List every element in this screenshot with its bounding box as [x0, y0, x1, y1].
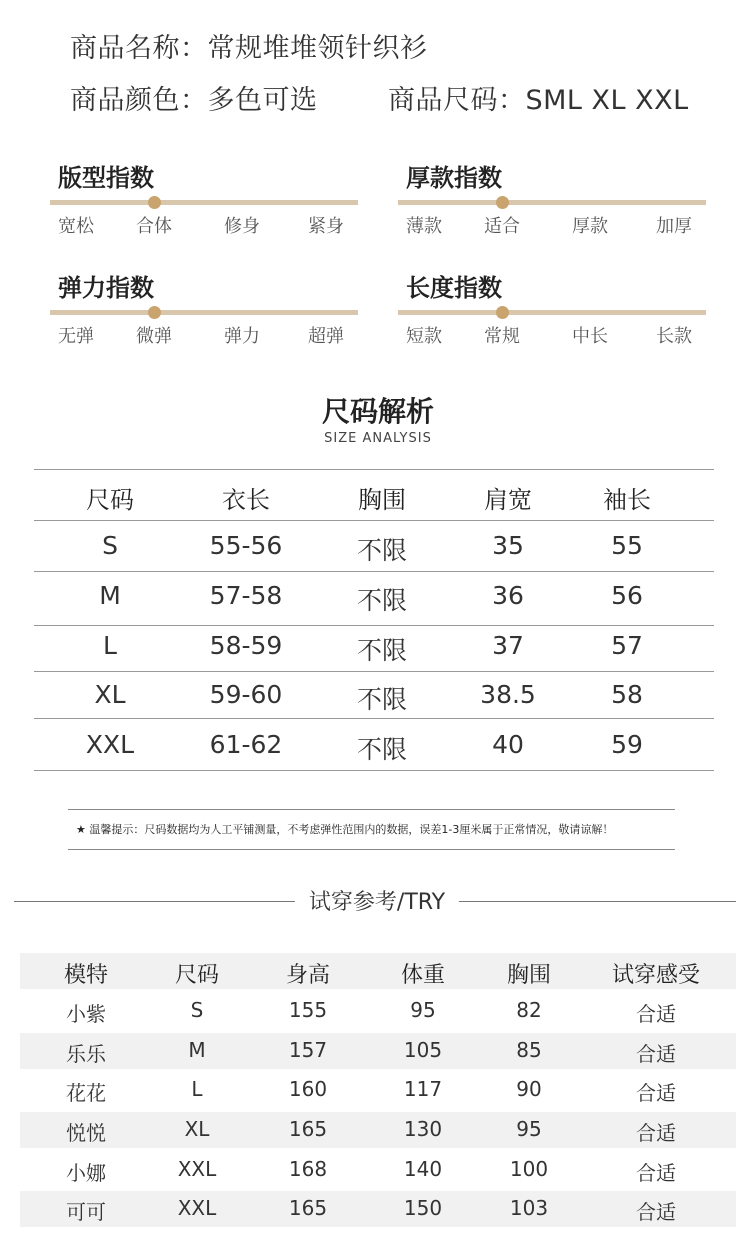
try-table-cell: 合适: [636, 1081, 676, 1105]
try-table-cell: 合适: [636, 1121, 676, 1145]
size-table-cell: 不限: [356, 636, 408, 665]
product-name-value: 常规堆堆领针织衫: [207, 33, 428, 64]
index-tick-label: 适合: [484, 216, 520, 237]
try-table-cell: 悦悦: [66, 1121, 106, 1145]
try-table-cell: 103: [509, 1196, 549, 1220]
try-table-header: 胸围: [506, 963, 552, 988]
size-table-cell: 36: [492, 581, 524, 610]
size-table-header: 肩宽: [484, 486, 532, 514]
index-track: [398, 200, 706, 205]
try-table-cell: 合适: [636, 1200, 676, 1224]
size-table-divider: [34, 770, 714, 771]
product-name: [70, 26, 428, 65]
size-table-header: 尺码: [86, 486, 134, 514]
size-table-header: 衣长: [222, 486, 270, 514]
index-title: 弹力指数: [58, 274, 154, 302]
size-table-divider: [34, 520, 714, 521]
size-table-cell: S: [102, 531, 118, 560]
index-tick-label: 短款: [406, 326, 442, 347]
index-marker: [496, 306, 509, 319]
size-table-cell: XL: [94, 680, 126, 709]
try-table-cell: 合适: [636, 1002, 676, 1026]
size-note: ★ 温馨提示：尺码数据均为人工平铺测量，不考虑弹性范围内的数据，误差1-3厘米属于正常情况，敬请谅解！: [76, 823, 614, 836]
try-table-cell: 130: [403, 1117, 443, 1141]
size-table-header: 胸围: [358, 486, 406, 514]
size-table-cell: 38.5: [480, 680, 536, 709]
try-table-cell: M: [188, 1038, 206, 1062]
try-table-header: 试穿感受: [611, 963, 701, 988]
try-table-cell: 85: [516, 1038, 542, 1062]
product-color: [70, 78, 318, 117]
size-table-divider: [34, 571, 714, 572]
size-table-cell: 35: [492, 531, 524, 560]
try-table-band: [20, 1191, 736, 1227]
size-table-cell: 57-58: [209, 581, 283, 610]
size-table-cell: 不限: [356, 685, 408, 714]
try-table-cell: 95: [516, 1117, 542, 1141]
index-track: [50, 310, 358, 315]
index-title: 长度指数: [406, 274, 502, 302]
size-table-cell: 不限: [356, 735, 408, 764]
size-table-cell: 40: [492, 730, 524, 759]
try-table-cell: XL: [184, 1117, 210, 1141]
size-table-cell: XXL: [85, 730, 135, 759]
try-table-cell: 小紫: [66, 1002, 106, 1026]
try-table-cell: 小娜: [66, 1161, 106, 1185]
try-table-cell: 95: [410, 998, 436, 1022]
try-table-cell: 乐乐: [66, 1042, 106, 1066]
index-marker: [496, 196, 509, 209]
product-name-label: 商品名称：: [70, 33, 208, 64]
note-bottom-divider: [68, 849, 675, 850]
index-tick-label: 超弹: [308, 326, 344, 347]
size-table-divider: [34, 718, 714, 719]
try-table-cell: 157: [288, 1038, 328, 1062]
index-tick-label: 厚款: [572, 216, 608, 237]
try-on-title: 试穿参考/TRY: [295, 885, 459, 916]
index-title: 版型指数: [58, 164, 154, 192]
product-color-value: 多色可选: [207, 85, 318, 116]
try-table-cell: 100: [509, 1157, 549, 1181]
try-table-cell: 165: [288, 1117, 328, 1141]
index-title: 厚款指数: [406, 164, 502, 192]
index-tick-label: 紧身: [308, 216, 344, 237]
size-table-cell: 37: [492, 631, 524, 660]
try-table-header: 模特: [63, 963, 109, 988]
size-table-cell: 59-60: [209, 680, 283, 709]
try-table-cell: S: [190, 998, 204, 1022]
size-analysis-subtitle: SIZE ANALYSIS: [324, 431, 432, 446]
size-table-divider: [34, 625, 714, 626]
size-table-cell: 55: [611, 531, 643, 560]
index-tick-label: 弹力: [224, 326, 260, 347]
index-track: [398, 310, 706, 315]
try-table-cell: 117: [403, 1077, 443, 1101]
try-table-cell: 合适: [636, 1161, 676, 1185]
index-tick-label: 修身: [224, 216, 260, 237]
index-tick-label: 无弹: [58, 326, 94, 347]
product-size: [388, 78, 689, 117]
index-tick-label: 加厚: [656, 216, 692, 237]
size-table-cell: 不限: [356, 586, 408, 615]
size-table-cell: 61-62: [209, 730, 283, 759]
try-table-header: 尺码: [174, 963, 220, 988]
index-tick-label: 宽松: [58, 216, 94, 237]
index-track: [50, 200, 358, 205]
product-size-label: 商品尺码：: [388, 85, 526, 116]
try-table-cell: 105: [403, 1038, 443, 1062]
index-marker: [148, 196, 161, 209]
try-table-cell: 82: [516, 998, 542, 1022]
size-table-cell: 58: [611, 680, 643, 709]
index-tick-label: 合体: [136, 216, 172, 237]
size-table-cell: 不限: [356, 536, 408, 565]
try-table-cell: 168: [288, 1157, 328, 1181]
size-table-cell: M: [99, 581, 121, 610]
size-table-cell: 55-56: [209, 531, 283, 560]
index-tick-label: 常规: [484, 326, 520, 347]
index-tick-label: 长款: [656, 326, 692, 347]
try-table-cell: 140: [403, 1157, 443, 1181]
size-table-cell: 59: [611, 730, 643, 759]
try-table-cell: XXL: [177, 1157, 217, 1181]
size-table-divider: [34, 671, 714, 672]
size-table-cell: 57: [611, 631, 643, 660]
try-table-cell: XXL: [177, 1196, 217, 1220]
try-table-cell: 150: [403, 1196, 443, 1220]
try-table-cell: 160: [288, 1077, 328, 1101]
try-table-cell: 花花: [66, 1081, 106, 1105]
product-color-label: 商品颜色：: [70, 85, 208, 116]
try-table-cell: 可可: [66, 1200, 106, 1224]
size-table-divider: [34, 469, 714, 470]
size-table-header: 袖长: [603, 486, 651, 514]
try-table-band: [20, 1033, 736, 1069]
index-tick-label: 薄款: [406, 216, 442, 237]
try-table-cell: 165: [288, 1196, 328, 1220]
size-table-cell: 58-59: [209, 631, 283, 660]
index-tick-label: 微弹: [136, 326, 172, 347]
product-size-value: SML XL XXL: [525, 85, 689, 116]
try-table-band: [20, 1112, 736, 1148]
size-table-cell: L: [103, 631, 117, 660]
try-table-cell: 155: [288, 998, 328, 1022]
try-table-header: 身高: [285, 963, 331, 988]
size-analysis-title: 尺码解析: [321, 395, 435, 428]
try-table-cell: 合适: [636, 1042, 676, 1066]
try-table-cell: 90: [516, 1077, 542, 1101]
try-table-cell: L: [191, 1077, 203, 1101]
try-table-header: 体重: [400, 963, 446, 988]
index-marker: [148, 306, 161, 319]
note-top-divider: [68, 809, 675, 810]
index-tick-label: 中长: [572, 326, 608, 347]
size-table-cell: 56: [611, 581, 643, 610]
